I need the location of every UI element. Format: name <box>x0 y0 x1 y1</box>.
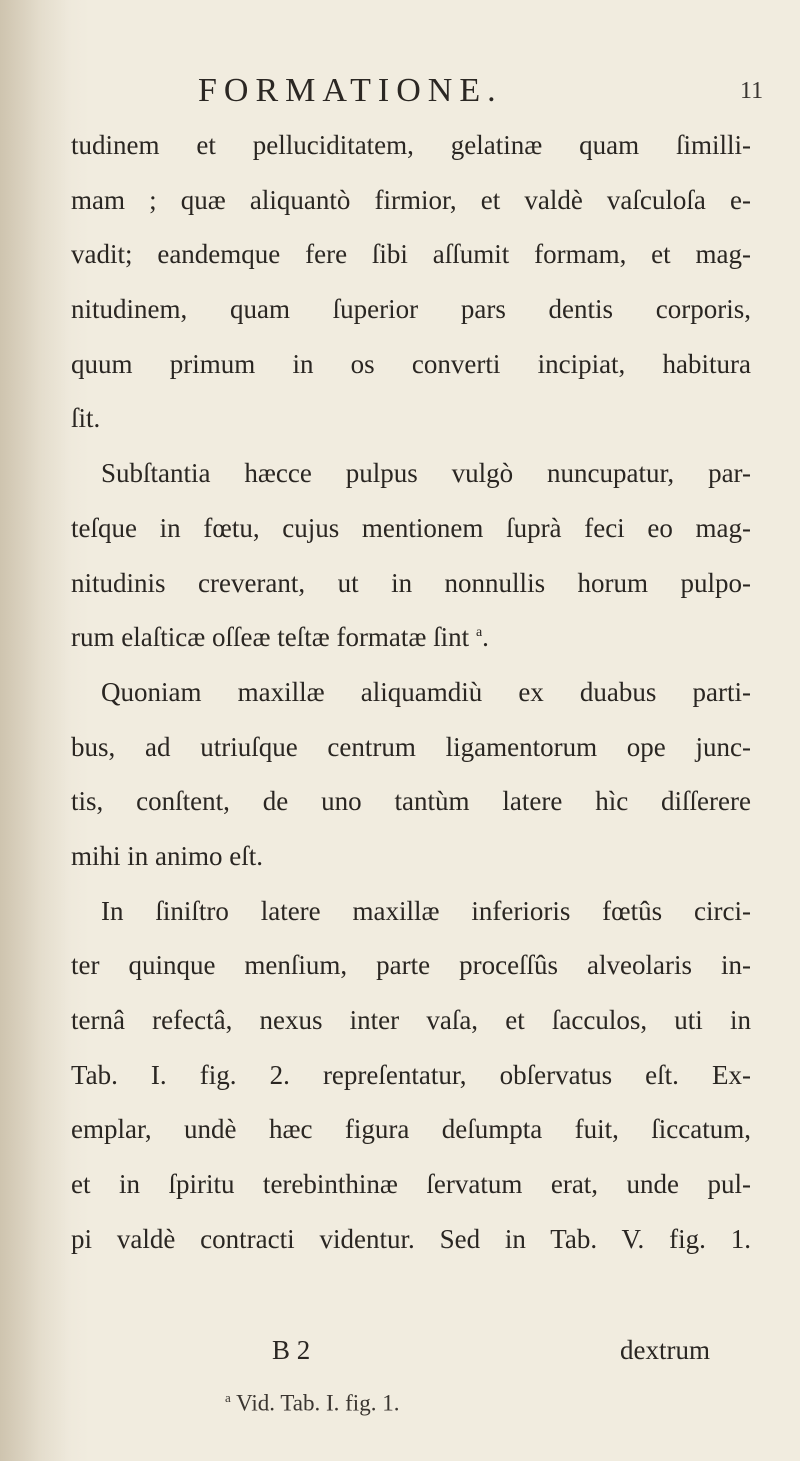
text-line: vadit; eandemque fere ſibi aſſumit formam, et mag- <box>71 239 751 270</box>
signature-mark: B 2 <box>272 1335 311 1365</box>
running-head <box>0 72 800 112</box>
text-line: rum elaſticæ oſſeæ teſtæ formatæ ſint <box>71 622 470 653</box>
text-line: mam ; quæ aliquantò firmior, et valdè vaſculoſa e- <box>71 184 751 215</box>
text-line: et in ſpiritu terebinthinæ ſervatum erat, unde pul- <box>71 1169 751 1200</box>
page-number: 11 <box>740 78 764 104</box>
text-line-with-note: rum elaſticæ oſſeæ teſtæ formatæ ſint $^a$. <box>71 622 489 653</box>
text-line: Quoniam maxillæ aliquamdiù ex duabus parti- <box>101 676 751 707</box>
footnote-reference: a <box>475 625 483 641</box>
body-text <box>71 118 751 1266</box>
text-line: emplar, undè hæc figura deſumpta fuit, ſiccatum, <box>71 1114 751 1145</box>
text-line: ſit. <box>71 403 101 434</box>
text-line: pi valdè contracti videntur. Sed in Tab. V. fig. 1. <box>71 1223 751 1254</box>
text-line: tudinem et pelluciditatem, gelatinæ quam ſimilli- <box>71 130 751 160</box>
footnote-text: Vid. Tab. I. fig. 1. <box>236 1390 400 1416</box>
text-line: tis, conſtent, de uno tantùm latere hìc diſſerere <box>71 786 751 817</box>
text-line: bus, ad utriuſque centrum ligamentorum ope junc- <box>71 731 751 762</box>
text-line: quum primum in os converti incipiat, habitura <box>71 348 751 379</box>
gutter-shadow <box>0 0 70 1461</box>
footnote-marker: a <box>225 1390 231 1405</box>
text-line: nitudinis creverant, ut in nonnullis horum pulpo- <box>71 567 751 598</box>
catchline <box>0 1335 800 1375</box>
text-line: mihi in animo eſt. <box>71 840 263 871</box>
text-line: ter quinque menſium, parte proceſſûs alveolaris in- <box>71 950 751 981</box>
text-line: teſque in fœtu, cujus mentionem ſuprà feci eo mag- <box>71 512 751 543</box>
text-line: In ſiniſtro latere maxillæ inferioris fœtûs circi- <box>101 895 751 926</box>
running-title: FORMATIONE. <box>198 72 503 109</box>
footnote <box>225 1390 399 1417</box>
catchword: dextrum <box>620 1335 710 1365</box>
text-line: ternâ refectâ, nexus inter vaſa, et ſacculos, uti in <box>71 1005 751 1035</box>
text-line: Subſtantia hæcce pulpus vulgò nuncupatur, par- <box>101 458 751 489</box>
text-line: Tab. I. fig. 2. repreſentatur, obſervatus eſt. Ex- <box>71 1059 751 1090</box>
text-line: nitudinem, quam ſuperior pars dentis corporis, <box>71 294 751 325</box>
